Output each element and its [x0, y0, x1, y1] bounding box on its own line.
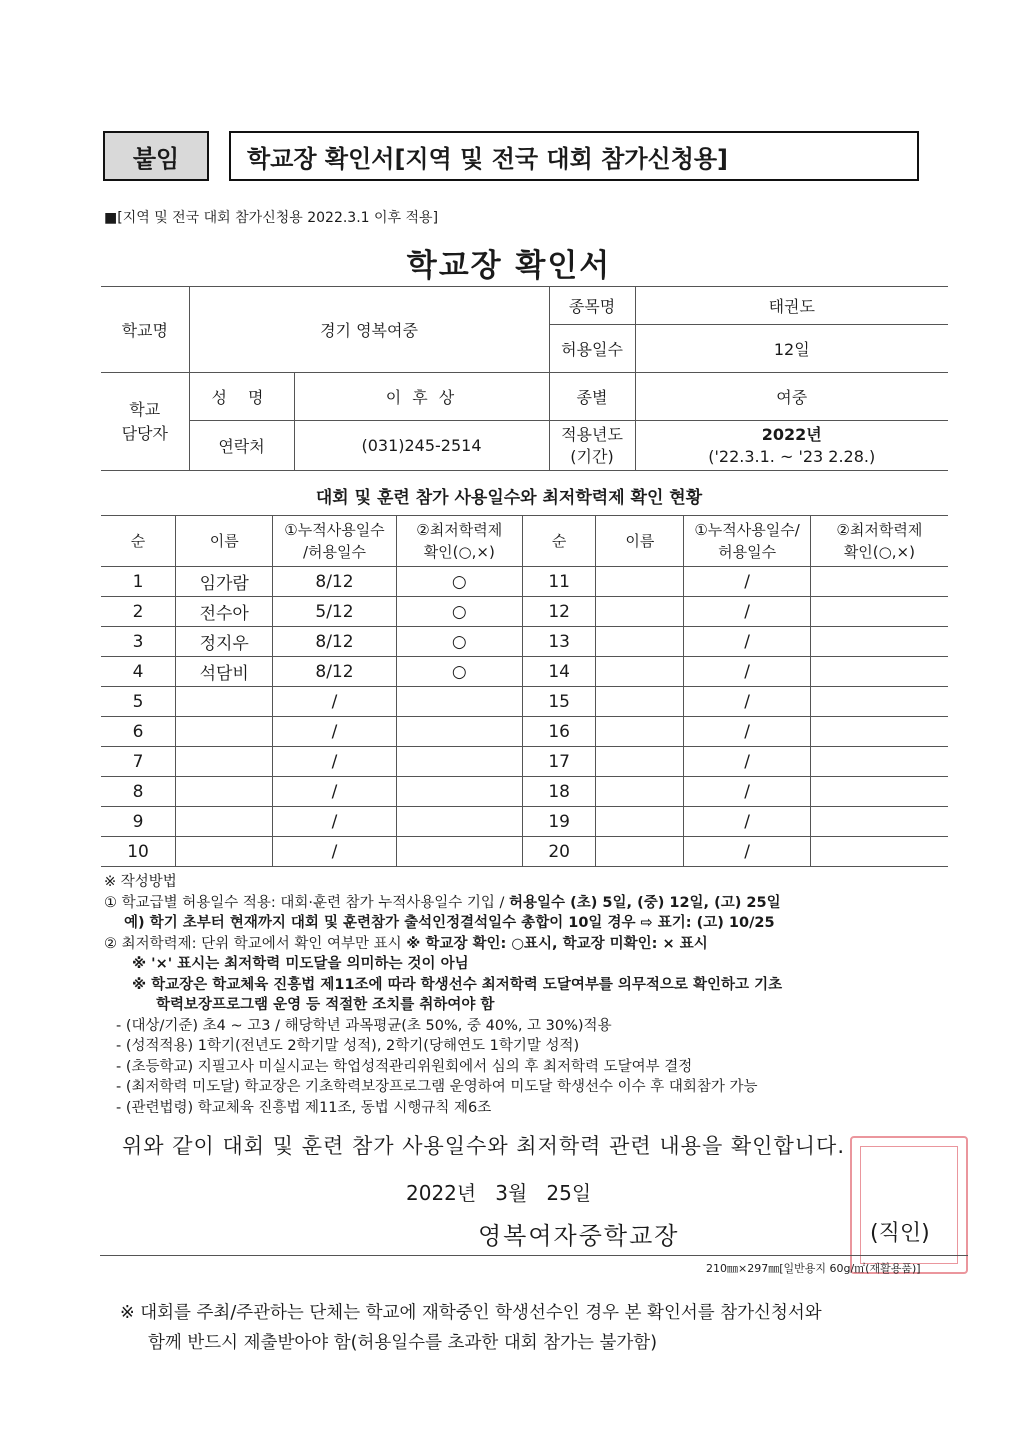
row-name: [176, 837, 273, 867]
top-note: ■[지역 및 전국 대회 참가신청용 2022.3.1 이후 적용]: [104, 210, 439, 226]
table-row: [101, 747, 948, 777]
row-name: [176, 717, 273, 747]
row-number: 9: [101, 807, 176, 837]
row-check-2: [810, 837, 948, 867]
form-title: 학교장 확인서[지역 및 전국 대회 참가신청용]: [229, 131, 919, 181]
row-days-2: /: [684, 717, 810, 747]
official-seal: [850, 1136, 968, 1274]
instruction-line: - (최저학력 미도달) 학교장은 기초학력보장프로그램 운영하여 미도달 학생선수 이수 후 대회참가 가능: [116, 1079, 758, 1095]
row-name: [176, 777, 273, 807]
row-days: 5/12: [273, 597, 396, 627]
name-label: 성 명: [189, 373, 294, 421]
attachment-badge: 붙임: [103, 131, 209, 181]
row-number-2: 20: [522, 837, 596, 867]
allowed-days-label: 허용일수: [549, 325, 635, 373]
list-title: 대회 및 훈련 참가 사용일수와 최저학력제 확인 현황: [315, 488, 703, 508]
row-check-2: [810, 657, 948, 687]
row-days-2: /: [684, 807, 810, 837]
row-name-2: [596, 657, 684, 687]
row-number: 4: [101, 657, 176, 687]
table-row: [101, 837, 948, 867]
event-value: 태권도: [635, 287, 948, 325]
row-days: /: [273, 717, 396, 747]
header-days-2: ①누적사용일수/ 허용일수: [684, 516, 810, 567]
division-label: 종별: [549, 373, 635, 421]
row-number: 1: [101, 567, 176, 597]
row-name: [176, 687, 273, 717]
row-check-2: [810, 807, 948, 837]
row-name-2: [596, 777, 684, 807]
division-value: 여중: [635, 373, 948, 421]
table-row: [101, 597, 948, 627]
instruction-line: 예) 학기 초부터 현재까지 대회 및 훈련참가 출석인정결석일수 총합이 10일 경우 ⇨ 표기: (고) 10/25: [124, 915, 775, 931]
confirmation-statement: 위와 같이 대회 및 훈련 참가 사용일수와 최저학력 관련 내용을 확인합니다.: [122, 1134, 846, 1158]
header-no-2: 순: [522, 516, 596, 567]
instruction-line: ※ '×' 표시는 최저학력 미도달을 의미하는 것이 아님: [132, 956, 469, 972]
instruction-line: - (관련법령) 학교체육 진흥법 제11조, 동법 시행규칙 제6조: [116, 1099, 492, 1116]
row-check: [396, 837, 522, 867]
row-days-2: /: [684, 687, 810, 717]
row-days: /: [273, 837, 396, 867]
table-row: [101, 627, 948, 657]
header-name-2: 이름: [596, 516, 684, 567]
instruction-line: - (성적적용) 1학기(전년도 2학기말 성적), 2학기(당해연도 1학기말 성적): [116, 1038, 580, 1054]
name-value: 이 후 상: [294, 373, 549, 421]
manager-label: 학교 담당자: [101, 373, 189, 471]
row-days-2: /: [684, 777, 810, 807]
event-label: 종목명: [549, 287, 635, 325]
row-number-2: 15: [522, 687, 596, 717]
row-check: [396, 807, 522, 837]
row-number: 7: [101, 747, 176, 777]
row-check: ○: [396, 567, 522, 597]
row-number: 6: [101, 717, 176, 747]
row-check-2: [810, 747, 948, 777]
row-check-2: [810, 717, 948, 747]
row-number-2: 11: [522, 567, 596, 597]
row-number: 5: [101, 687, 176, 717]
row-name-2: [596, 627, 684, 657]
table-header-row: [101, 516, 948, 567]
row-number-2: 13: [522, 627, 596, 657]
instruction-line: 학력보장프로그램 운영 등 적절한 조치를 취하여야 함: [156, 997, 495, 1013]
signer-name: 영복여자중학교장: [478, 1222, 680, 1250]
row-check-2: [810, 627, 948, 657]
row-days-2: /: [684, 747, 810, 777]
header-days: ①누적사용일수 /허용일수: [273, 516, 396, 567]
row-number: 2: [101, 597, 176, 627]
row-check-2: [810, 777, 948, 807]
table-row: [101, 657, 948, 687]
contact-label: 연락처: [189, 421, 294, 471]
school-value: 경기 영복여중: [189, 287, 549, 373]
table-row: [101, 807, 948, 837]
row-number-2: 18: [522, 777, 596, 807]
row-days-2: /: [684, 597, 810, 627]
row-name-2: [596, 717, 684, 747]
row-name-2: [596, 597, 684, 627]
row-name-2: [596, 747, 684, 777]
row-number: 3: [101, 627, 176, 657]
row-number-2: 12: [522, 597, 596, 627]
row-check: [396, 717, 522, 747]
row-days-2: /: [684, 837, 810, 867]
row-name-2: [596, 807, 684, 837]
row-name: 정지우: [176, 627, 273, 657]
instruction-line: ① 학교급별 허용일수 적용: 대회·훈련 참가 누적사용일수 기입 / 허용일수 (초) 5일, (중) 12일, (고) 25일: [104, 894, 781, 911]
row-name-2: [596, 567, 684, 597]
row-check: [396, 747, 522, 777]
instruction-line: - (대상/기준) 초4 ~ 고3 / 해당학년 과목평균(초 50%, 중 40%, 고 30%)적용: [116, 1017, 612, 1034]
page-title: 학교장 확인서: [406, 248, 612, 284]
year-label: 적용년도 (기간): [549, 421, 635, 471]
year-value: 2022년 ('22.3.1. ~ '23 2.28.): [635, 421, 948, 471]
row-check: ○: [396, 627, 522, 657]
row-check: ○: [396, 657, 522, 687]
row-name-2: [596, 837, 684, 867]
header-no: 순: [101, 516, 176, 567]
row-check-2: [810, 687, 948, 717]
instruction-line: ② 최저학력제: 단위 학교에서 확인 여부만 표시 ※ 학교장 확인: ○표시, 학교장 미확인: × 표시: [104, 935, 708, 952]
row-days: 8/12: [273, 657, 396, 687]
school-label: 학교명: [101, 287, 189, 373]
row-check: [396, 777, 522, 807]
row-name: 임가람: [176, 567, 273, 597]
row-number: 10: [101, 837, 176, 867]
row-days: 8/12: [273, 627, 396, 657]
row-days: /: [273, 747, 396, 777]
row-name: 석담비: [176, 657, 273, 687]
row-number-2: 19: [522, 807, 596, 837]
row-number-2: 14: [522, 657, 596, 687]
header-check: ②최저학력제 확인(○,×): [396, 516, 522, 567]
row-check-2: [810, 597, 948, 627]
footer-note: ※ 대회를 주최/주관하는 단체는 학교에 재학중인 학생선수인 경우 본 확인서를 참가신청서와 함께 반드시 제출받아야 함(허용일수를 초과한 대회 참가는 불가함): [120, 1303, 822, 1353]
row-days: /: [273, 687, 396, 717]
contact-value: (031)245-2514: [294, 421, 549, 471]
table-row: [101, 777, 948, 807]
row-number: 8: [101, 777, 176, 807]
header-name: 이름: [176, 516, 273, 567]
row-name: [176, 807, 273, 837]
row-days-2: /: [684, 657, 810, 687]
info-table: [101, 286, 948, 471]
instruction-line: - (초등학교) 지필고사 미실시교는 학업성적관리위원회에서 심의 후 최저학력 도달여부 결정: [116, 1058, 693, 1075]
allowed-days-value: 12일: [635, 325, 948, 373]
table-row: [101, 567, 948, 597]
row-name-2: [596, 687, 684, 717]
row-days-2: /: [684, 627, 810, 657]
issue-date: 2022년 3월 25일: [406, 1181, 592, 1205]
instructions: [104, 872, 964, 1118]
instructions-heading: ※ 작성방법: [104, 874, 177, 890]
row-days: /: [273, 777, 396, 807]
row-check: [396, 687, 522, 717]
row-check-2: [810, 567, 948, 597]
row-days: 8/12: [273, 567, 396, 597]
table-row: [101, 687, 948, 717]
row-name: 전수아: [176, 597, 273, 627]
header-check-2: ②최저학력제 확인(○,×): [810, 516, 948, 567]
row-number-2: 16: [522, 717, 596, 747]
row-days-2: /: [684, 567, 810, 597]
row-name: [176, 747, 273, 777]
participation-table: [101, 515, 948, 867]
table-row: [101, 717, 948, 747]
row-days: /: [273, 807, 396, 837]
instruction-line: ※ 학교장은 학교체육 진흥법 제11조에 따라 학생선수 최저학력 도달여부를 의무적으로 확인하고 기초: [132, 976, 783, 993]
divider: [100, 1255, 968, 1256]
seal-label: (직인): [870, 1221, 930, 1246]
paper-spec: 210㎜×297㎜[일반용지 60g/㎡(재활용품)]: [706, 1262, 921, 1275]
row-check: ○: [396, 597, 522, 627]
row-number-2: 17: [522, 747, 596, 777]
